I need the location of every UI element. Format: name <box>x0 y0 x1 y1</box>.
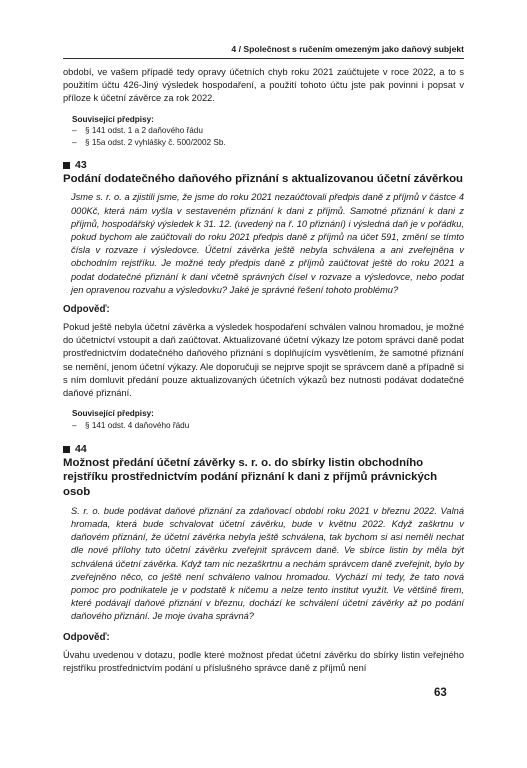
square-bullet-icon <box>63 162 70 169</box>
intro-paragraph: období, ve vašem případě tedy opravy účetních chyb roku 2021 zaúčtujete v roce 2022, a to s použitím účtu 426-Jiný výsledek hospodaření, a použití tohoto účtu jste pak povinni i popsat v příloze k účetní závěrce za rok 2022. <box>63 67 464 104</box>
regulation-item: – § 15a odst. 2 vyhlášky č. 500/2002 Sb. <box>72 137 226 147</box>
question-text: S. r. o. bude podávat daňové přiznání za zdaňovací období roku 2021 v březnu 2022. Valná hromada, která bude schvalovat účetní závěrku, bude v květnu 2022. Když zaškrtnu v daňovém přiznání, že účetní závěrka nebyla ještě schválena, tak bychom si asi neměli nechat dle nové přílohy tuto účetní závěrku zveřejnit správcem daně. Ve sbírce listin by měla být schválená účetní závěrka. Když tam nic nezaškrtnu a nechám správcem daně zveřejnit, bylo by zveřejněno něco, co ještě není schváleno valnou hromadou. Vychází mi tedy, že tato nová pomoc pro podnikatele je v podstatě k ničemu a nelze tento institut využít. Ve většině firem, které podávají daňové přiznání v březnu, dochází ke schválení účetní závěrky až po podání daňového přiznání. Je moje úvaha správná? <box>71 505 464 622</box>
question-number: 44 <box>63 443 464 456</box>
question-title: Podání dodatečného daňového přiznání s aktualizovanou účetní závěrkou <box>63 173 464 186</box>
related-regulations-title: Související předpisy: <box>72 114 154 124</box>
answer-text: Pokud ještě nebyla účetní závěrka a výsledek hospodaření schválen valnou hromadou, je možné do účetnictví vstoupit a daň zaúčtovat. Aktualizované účetní výkazy lze potom správci daně podat prostřednictvím dodatečného daňového přiznání s doplňujícím vysvětlením, že samotné přiznání se nemění, jenom účetní výkazy. Ale doporučuji se nejprve spojit se správcem daně a případně si s ním domluvit předání pouze aktualizovaných účetních výkazů bez nutnosti podávat dodatečné daňové přiznání. <box>63 321 464 398</box>
related-regulations-title: Související předpisy: <box>72 409 154 419</box>
square-bullet-icon <box>63 446 70 453</box>
related-regulations-block <box>63 114 464 149</box>
answer-label: Odpověď: <box>63 631 110 643</box>
question-title: Možnost předání účetní závěrky s. r. o. do sbírky listin obchodního rejstříku prostřednictvím podání přiznání k dani z příjmů právnických osob <box>63 457 438 498</box>
running-header <box>63 44 464 59</box>
regulation-item: – § 141 odst. 4 daňového řádu <box>72 420 190 430</box>
page-number: 63 <box>434 687 447 699</box>
running-title: 4 / Společnost s ručením omezeným jako daňový subjekt <box>231 44 464 54</box>
page-content <box>63 66 464 675</box>
regulation-item: – § 141 odst. 1 a 2 daňového řádu <box>72 126 203 136</box>
question-text: Jsme s. r. o. a zjistili jsme, že jsme do roku 2021 nezaúčtovali předpis daně z příjmů v částce 4 000Kč, která nám vyšla v sestaveném přiznání k dani z příjmů. Samotné přiznání k dani z příjmů, hospodářský výsledek k 31. 12. (uvedený na ř. 10 přiznání) i výsledná daň je v pořádku, pokud bychom ale zaúčtovali do roku 2021 předpis daně z příjmů na účet 591, změní se tímto čísla v rozvaze i výsledovce. Účetní závěrka ještě nebyla schválena a ani zveřejněna v obchodním rejstříku. Je možné tedy předpis daně z příjmů zaúčtovat ještě do roku 2021 a podat dodatečné přiznání k dani včetně správných čísel v rozvaze a výsledovce, nebo podat jen opravenou rozvahu a výsledovku? Jaké je správné řešení tohoto problému? <box>71 192 464 295</box>
question-number: 43 <box>63 159 464 172</box>
answer-text: Úvahu uvedenou v dotazu, podle které možnost předat účetní závěrku do sbírky listin veřejného rejstříku prostřednictvím podání u příslušného správce daně z příjmů není <box>63 649 464 673</box>
related-regulations-block <box>63 408 464 431</box>
answer-label: Odpověď: <box>63 303 110 315</box>
